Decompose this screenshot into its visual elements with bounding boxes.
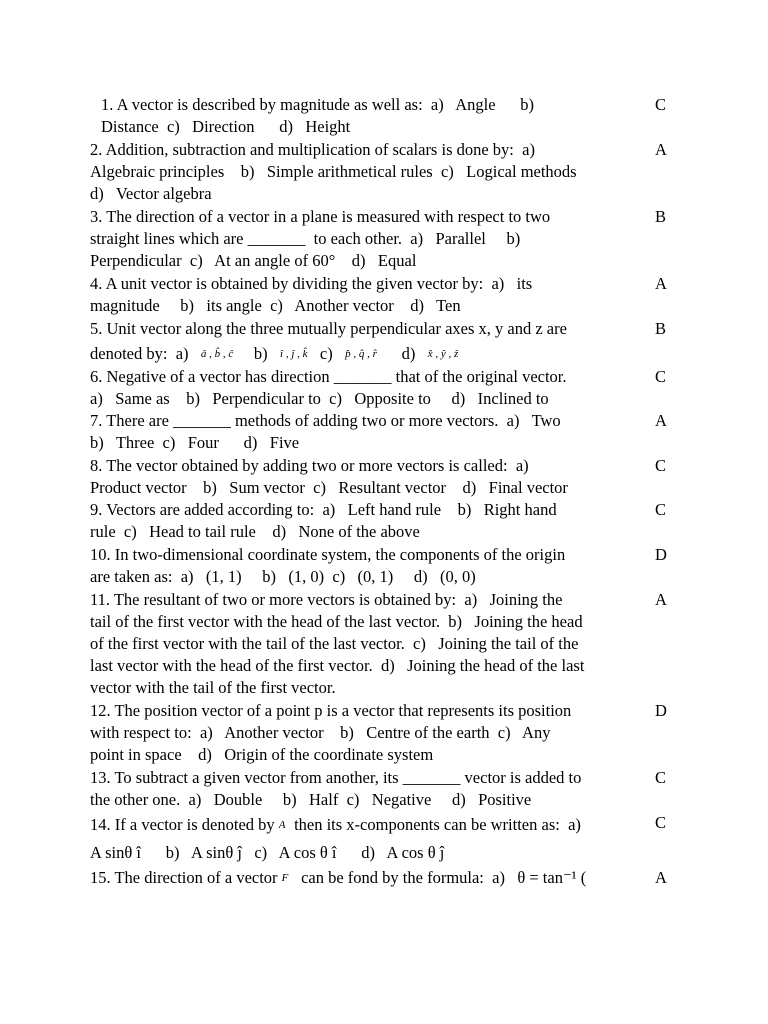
question-2-line-2: Algebraic principles b) Simple arithmetical rules c) Logical methods bbox=[90, 162, 577, 181]
question-14-option-d: d) A cos θ ĵ bbox=[361, 843, 445, 862]
question-14-prompt-start: 14. If a vector is denoted by bbox=[90, 815, 275, 834]
question-9-line-1: 9. Vectors are added according to: a) Left hand rule b) Right hand bbox=[90, 500, 557, 519]
question-14-option-a: A sinθ î bbox=[90, 843, 141, 862]
question-14-answer: C bbox=[655, 813, 667, 832]
question-9-answer: C bbox=[655, 500, 667, 519]
question-8-answer: C bbox=[655, 456, 667, 475]
question-2-line-3: d) Vector algebra bbox=[90, 184, 212, 203]
question-11-line-5: vector with the tail of the first vector. bbox=[90, 678, 336, 697]
question-14-option-b: b) A sinθ ĵ bbox=[165, 843, 242, 862]
question-15-prompt-end: can be fond by the formula: a) bbox=[301, 868, 505, 887]
question-12-answer: D bbox=[655, 701, 667, 720]
question-5-line-2 bbox=[90, 343, 458, 365]
question-11-line-1: 11. The resultant of two or more vectors is obtained by: a) Joining the bbox=[90, 590, 563, 609]
question-15-line-1 bbox=[90, 867, 586, 889]
question-11-line-4: last vector with the head of the first vector. d) Joining the head of the last bbox=[90, 656, 585, 675]
question-14-vector-a: A⃗ bbox=[278, 819, 295, 831]
question-4-line-1: 4. A unit vector is obtained by dividing the given vector by: a) its bbox=[90, 274, 533, 293]
question-5-answer: B bbox=[655, 319, 667, 338]
question-10-answer: D bbox=[655, 545, 667, 564]
question-7-line-1: 7. There are _______ methods of adding two or more vectors. a) Two bbox=[90, 411, 561, 430]
question-2-line-1: 2. Addition, subtraction and multiplication of scalars is done by: a) bbox=[90, 140, 535, 159]
question-6-line-1: 6. Negative of a vector has direction _______ that of the original vector. bbox=[90, 367, 567, 386]
question-3-line-2: straight lines which are _______ to each other. a) Parallel b) bbox=[90, 229, 521, 248]
question-1-answer: C bbox=[655, 95, 667, 114]
question-5-option-b: î , ĵ , k̂ bbox=[280, 348, 308, 360]
question-14-line-1 bbox=[90, 814, 581, 836]
question-2-answer: A bbox=[655, 140, 667, 159]
question-9-line-2: rule c) Head to tail rule d) None of the above bbox=[90, 522, 420, 541]
question-5-option-a: â , b̂ , ĉ bbox=[200, 348, 234, 360]
question-12-line-1: 12. The position vector of a point p is a vector that represents its position bbox=[90, 701, 572, 720]
question-8-line-1: 8. The vector obtained by adding two or more vectors is called: a) bbox=[90, 456, 529, 475]
question-5-line-1: 5. Unit vector along the three mutually perpendicular axes x, y and z are bbox=[90, 319, 567, 338]
question-12-line-3: point in space d) Origin of the coordinate system bbox=[90, 745, 434, 764]
question-13-answer: C bbox=[655, 768, 667, 787]
question-3-line-1: 3. The direction of a vector in a plane is measured with respect to two bbox=[90, 207, 551, 226]
question-5-option-d-label: d) bbox=[401, 344, 416, 363]
question-13-line-1: 13. To subtract a given vector from another, its _______ vector is added to bbox=[90, 768, 582, 787]
question-7-line-2: b) Three c) Four d) Five bbox=[90, 433, 300, 452]
question-11-line-3: of the first vector with the tail of the last vector. c) Joining the tail of the bbox=[90, 634, 579, 653]
question-15-formula: θ = tan⁻¹ ( bbox=[517, 868, 587, 887]
question-14-prompt-end: then its x-components can be written as: a) bbox=[294, 815, 581, 834]
question-5-option-c-label: c) bbox=[319, 344, 333, 363]
question-4-answer: A bbox=[655, 274, 667, 293]
question-12-line-2: with respect to: a) Another vector b) Centre of the earth c) Any bbox=[90, 723, 551, 742]
question-6-answer: C bbox=[655, 367, 667, 386]
question-6-line-2: a) Same as b) Perpendicular to c) Opposite to d) Inclined to bbox=[90, 389, 549, 408]
question-7-answer: A bbox=[655, 411, 667, 430]
question-14-option-c: c) A cos θ î bbox=[254, 843, 337, 862]
question-15-answer: A bbox=[655, 868, 667, 887]
question-5-prompt-tail: denoted by: a) bbox=[90, 344, 189, 363]
question-5-option-d: x̂ , ŷ , ẑ bbox=[427, 348, 459, 360]
question-5-option-c: p̂ , q̂ , r̂ bbox=[345, 348, 377, 360]
question-10-line-2: are taken as: a) (1, 1) b) (1, 0) c) (0, 1) d) (0, 0) bbox=[90, 567, 476, 586]
question-13-line-2: the other one. a) Double b) Half c) Negative d) Positive bbox=[90, 790, 532, 809]
question-8-line-2: Product vector b) Sum vector c) Resultant vector d) Final vector bbox=[90, 478, 568, 497]
question-15-vector-f: F⃗ bbox=[281, 872, 297, 884]
question-1-line-1: 1. A vector is described by magnitude as well as: a) Angle b) bbox=[101, 95, 535, 114]
question-10-line-1: 10. In two-dimensional coordinate system, the components of the origin bbox=[90, 545, 566, 564]
question-4-line-2: magnitude b) its angle c) Another vector d) Ten bbox=[90, 296, 461, 315]
question-3-line-3: Perpendicular c) At an angle of 60° d) Equal bbox=[90, 251, 417, 270]
question-11-line-2: tail of the first vector with the head of the last vector. b) Joining the head bbox=[90, 612, 583, 631]
question-15-prompt-start: 15. The direction of a vector bbox=[90, 868, 278, 887]
question-1-line-2: Distance c) Direction d) Height bbox=[101, 117, 351, 136]
question-5-option-b-label: b) bbox=[253, 344, 268, 363]
question-3-answer: B bbox=[655, 207, 667, 226]
question-11-answer: A bbox=[655, 590, 667, 609]
question-14-line-2 bbox=[90, 842, 444, 864]
